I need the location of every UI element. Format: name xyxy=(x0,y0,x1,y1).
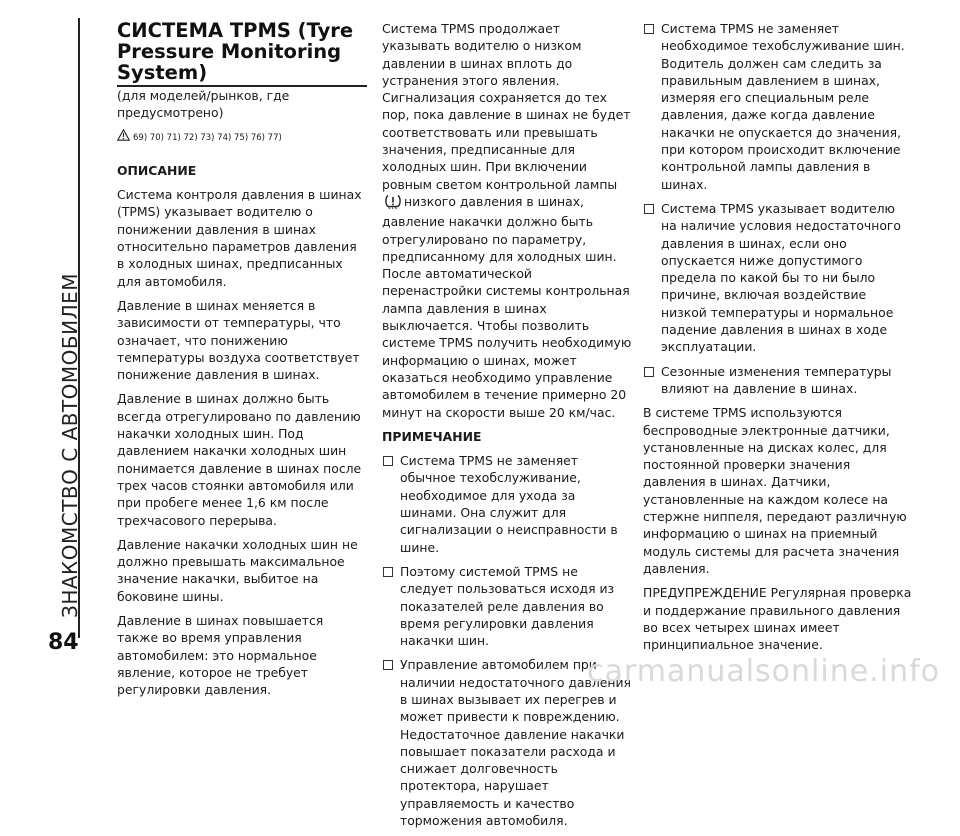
column-1 xyxy=(117,20,367,706)
list-item-text: Система TPMS не заменяет обычное техобслуживание, необходимое для ухода за шинами. Она служит для сигнализации о неисправности в шине. xyxy=(400,453,618,555)
list-item xyxy=(382,452,632,556)
paragraph-with-lamp xyxy=(382,20,632,421)
column-3 xyxy=(643,20,913,660)
list-item-text: Система TPMS указывает водителю на наличие условия недостаточного давления в шинах, если оно опускается ниже допустимого предела по какой бы то ни было причине, включая воздействие низкой температуры и нормальное падение давления в шинах в ходе эксплуатации. xyxy=(661,200,902,355)
paragraph: Система контроля давления в шинах (TPMS) указывает водителю о понижении давления в шинах относительно параметров давления в холодных шинах, предписанных для автомобиля. xyxy=(117,187,362,289)
heading-description: ОПИСАНИЕ xyxy=(117,162,197,178)
heading-note: ПРИМЕЧАНИЕ xyxy=(382,428,482,444)
warning-triangle-icon xyxy=(117,129,130,148)
list-item xyxy=(382,563,632,649)
tire-pressure-warning-lamp-icon xyxy=(384,194,402,213)
section-title: СИСТЕМА TPMS (Tyre Pressure Monitoring System) xyxy=(117,20,367,87)
checkbox-bullet-icon xyxy=(644,24,654,34)
column-2 xyxy=(382,20,632,836)
paragraph: Давление накачки холодных шин не должно превышать максимальное значение накачки, выбитое на боковине шины. xyxy=(117,536,358,604)
list-item-text: Сезонные изменения температуры влияют на давление в шинах. xyxy=(661,363,892,396)
list-item xyxy=(643,363,913,398)
side-tab-label: ЗНАКОМСТВО С АВТОМОБИЛЕМ xyxy=(58,272,82,618)
paragraph: В системе TPMS используются беспроводные электронные датчики, установленные на дисках колес, для постоянной проверки значения давления в шинах. Датчики, установленные на каждом колесе на стержне ниппеля, передают различную информацию о шинах на приемный модуль системы для расчета значения давления. xyxy=(643,405,907,576)
checkbox-bullet-icon xyxy=(644,367,654,377)
page-number: 84 xyxy=(48,630,79,655)
checkbox-bullet-icon xyxy=(383,660,393,670)
list-item-text: Система TPMS не заменяет необходимое техобслуживание шин. Водитель должен сам следить за правильным давлением в шинах, измеряя его специальным реле давления, даже когда давление накачки не опускается до значения, при котором происходит включение контрольной лампы давления в шинах. xyxy=(661,21,905,192)
watermark: carmanualsonline.info xyxy=(587,654,940,689)
checkbox-bullet-icon xyxy=(644,204,654,214)
section-subtitle: (для моделей/рынков, где предусмотрено) xyxy=(117,88,290,121)
paragraph: Давление в шинах должно быть всегда отрегулировано по давлению накачки холодных шин. Под давлением накачки холодных шин понимается давление в шинах после трех часов стоянки автомобиля или при пробеге менее 1,6 км после трехчасового перерыва. xyxy=(117,391,362,528)
list-item xyxy=(643,20,913,193)
side-tab xyxy=(60,18,80,638)
paragraph-text: Система TPMS продолжает указывать водителю о низком давлении в шинах вплоть до устранения этого явления. Сигнализация сохраняется до тех пор, пока давление в шинах не будет соответствовать или превышать значения, предписанные для холодных шин. При включении ровным светом контрольной лампы xyxy=(382,21,631,192)
checkbox-bullet-icon xyxy=(383,456,393,466)
paragraph: ПРЕДУПРЕЖДЕНИЕ Регулярная проверка и поддержание правильного давления во всех четырех шинах имеет принципиальное значение. xyxy=(643,585,912,653)
reference-numbers: 69) 70) 71) 72) 73) 74) 75) 76) 77) xyxy=(133,132,282,143)
checkbox-bullet-icon xyxy=(383,567,393,577)
paragraph: Давление в шинах повышается также во время управления автомобилем: это нормальное явление, которое не требует регулировки давления. xyxy=(117,613,324,698)
paragraph: Давление в шинах меняется в зависимости от температуры, что означает, что понижению температуры воздуха соответствует понижение давления в шинах. xyxy=(117,297,360,383)
warning-references xyxy=(117,129,367,148)
list-item-text: Управление автомобилем при наличии недостаточного давления в шинах вызывает их перегрев и может привести к повреждению. Недостаточное давление накачки повышает показатели расхода и снижает долговечность протектора, нарушает управляемость и качество торможения автомобиля. xyxy=(400,657,631,829)
list-item xyxy=(643,200,913,356)
paragraph-text: низкого давления в шинах, давление накачки должно быть отрегулировано по параметру, предписанному для холодных шин. После автоматической перенастройки системы контрольная лампа давления в шинах выключается. Чтобы позволить системе TPMS получить необходимую информацию о шинах, может оказаться необходимо управление автомобилем в течение примерно 20 минут на скорости выше 20 км/час. xyxy=(382,193,632,420)
list-item-text: Поэтому системой TPMS не следует пользоваться исходя из показателей реле давления во время регулировки давления накачки шин. xyxy=(400,563,615,649)
